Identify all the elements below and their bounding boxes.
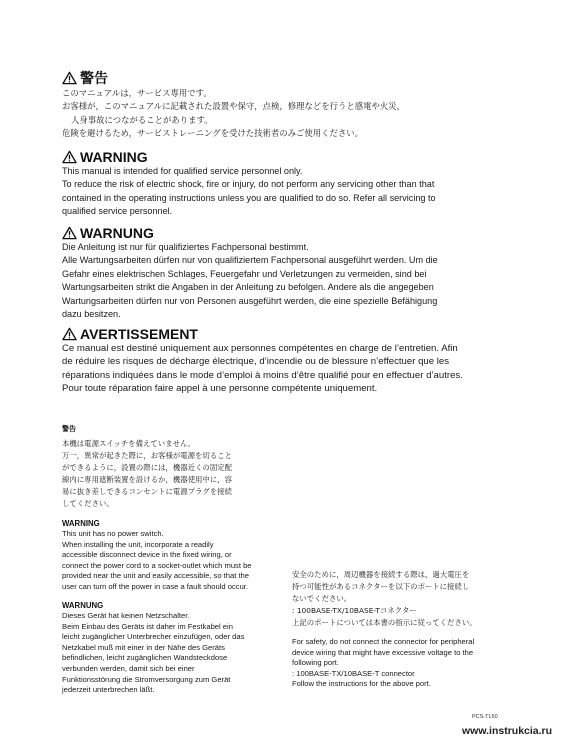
- en-power-line: provided near the unit and easily accessible, so that the: [62, 571, 250, 581]
- jp-warning-heading: [62, 70, 510, 86]
- jp-connector-line: ないでください。: [292, 594, 352, 604]
- jp-warning-section: [62, 70, 510, 141]
- en-warning-heading: [62, 149, 510, 165]
- warning-triangle-icon: [62, 71, 77, 85]
- jp-power-line: 万一，異常が起きた際に，お客様が電源を切ること: [62, 451, 232, 461]
- jp-connector-line: 安全のために，周辺機器を接続する際は，過大電圧を: [292, 570, 470, 579]
- en-power-warning-section: [62, 518, 252, 593]
- warning-triangle-icon: [62, 327, 77, 341]
- en-power-line: user can turn off the power in case a fault should occur.: [62, 581, 249, 591]
- en-warning-line: To reduce the risk of electric shock, fire or injury, do not perform any servicing other than that: [62, 179, 435, 190]
- en-warning-line: contained in the operating instructions unless you are qualified to do so. Refer all servicing to: [62, 192, 436, 203]
- de-power-line: Funktionsstörung die Stromversorgung zum Gerät: [62, 674, 231, 684]
- jp-power-line: 線内に専用遮断装置を設けるか，機器使用中に，容: [62, 475, 232, 485]
- fr-warning-title: AVERTISSEMENT: [80, 326, 198, 342]
- en-warning-title: WARNING: [80, 149, 148, 165]
- de-power-line: Netzkabel muß mit einer in der Nähe des Geräts: [62, 642, 225, 652]
- fr-warning-heading: [62, 326, 510, 342]
- jp-power-line: 本機は電源スイッチを備えていません。: [62, 439, 196, 448]
- jp-power-warning-title: 警告: [62, 425, 76, 433]
- de-power-line: Beim Einbau des Geräts ist daher im Festkabel ein: [62, 621, 233, 631]
- jp-power-line: 易に抜き差しできるコンセントに電源プラグを接続: [62, 487, 232, 497]
- jp-connector-line: : 100BASE-TX/10BASE-Tコネクター: [292, 606, 417, 616]
- de-power-line: verbunden werden, damit sich bei einer: [62, 663, 195, 673]
- de-warning-line: Gefahr eines elektrischen Schlages, Feuergefahr und Verletzungen zu vermeiden, sind bei: [62, 268, 427, 279]
- de-power-line: jederzeit unterbrechen läßt.: [62, 685, 155, 695]
- watermark: www.instrukcia.ru: [462, 725, 553, 737]
- jp-warning-line: 危険を避けるため，サービストレーニングを受けた技術者のみご使用ください。: [62, 128, 363, 139]
- en-warning-line: qualified service personnel.: [62, 206, 173, 217]
- de-power-line: Dieses Gerät hat keinen Netzschalter.: [62, 611, 190, 620]
- en-power-line: accessible disconnect device in the fixed wiring, or: [62, 550, 232, 560]
- de-warning-line: Alle Wartungsarbeiten dürfen nur von qualifiziertem Fachpersonal ausgeführt werden. Um die: [62, 255, 438, 266]
- en-power-line: This unit has no power switch.: [62, 529, 164, 538]
- model-number: PCS-TL50: [472, 714, 498, 720]
- jp-warning-title: 警告: [80, 70, 108, 86]
- de-power-warning-title: WARNUNG: [62, 601, 104, 610]
- jp-warning-line: このマニュアルは，サービス専用です。: [62, 88, 212, 98]
- jp-connector-line: 上記のポートについては本書の指示に従ってください。: [292, 618, 477, 628]
- warning-triangle-icon: [62, 150, 77, 164]
- jp-power-line: してください。: [62, 499, 114, 509]
- fr-warning-line: Ce manual est destiné uniquement aux personnes compétentes en charge de l’entretien. Afin: [62, 343, 458, 354]
- de-warning-line: Die Anleitung ist nur für qualifiziertes Fachpersonal bestimmt.: [62, 242, 309, 252]
- en-power-line: connect the power cord to a socket-outlet which must be: [62, 560, 252, 570]
- fr-warning-line: Pour toute réparation faire appel à une personne compétente uniquement.: [62, 383, 378, 395]
- de-warning-line: dazu besitzen.: [62, 309, 121, 320]
- en-warning-section: [62, 149, 510, 219]
- jp-warning-line: 人身事故につながることがあります。: [71, 114, 213, 125]
- warning-triangle-icon: [62, 226, 77, 240]
- en-warning-line: This manual is intended for qualified service personnel only.: [62, 166, 303, 176]
- jp-power-warning-section: [62, 424, 232, 511]
- de-power-line: leicht zugänglicher Unterbrecher einzufügen, oder das: [62, 632, 245, 642]
- en-connector-line: Follow the instructions for the above port.: [292, 679, 431, 689]
- en-connector-line: device wiring that might have excessive voltage to the: [292, 647, 474, 657]
- de-warning-line: Wartungsarbeiten strikt die Angaben in der Anleitung zu befolgen. Andere als die angegeben: [62, 282, 434, 293]
- jp-connector-notice: [292, 569, 477, 629]
- de-warning-section: [62, 225, 510, 321]
- jp-power-line: ができるように，設置の際には，機器近くの固定配: [62, 463, 232, 473]
- en-power-line: When installing the unit, incorporate a readily: [62, 539, 214, 549]
- en-connector-line: : 100BASE-TX/10BASE-T connector: [292, 668, 415, 678]
- de-warning-heading: [62, 225, 510, 241]
- en-connector-notice: [292, 637, 474, 690]
- en-connector-line: following port.: [292, 658, 339, 668]
- de-warning-line: Wartungsarbeiten dürfen nur von Personen ausgeführt werden, die eine spezielle Befähigung: [62, 295, 438, 306]
- fr-warning-line: réparations indiquées dans le mode d’emploi à moins d’être qualifié pour en effectuer d’autres.: [62, 369, 463, 381]
- fr-warning-section: [62, 326, 510, 396]
- jp-warning-line: お客様が，このマニュアルに記載された設置や保守，点検，修理などを行うと感電や火災，: [62, 101, 406, 112]
- de-warning-title: WARNUNG: [80, 225, 154, 241]
- en-connector-line: For safety, do not connect the connector for peripheral: [292, 637, 475, 646]
- de-power-warning-section: [62, 600, 244, 696]
- de-power-line: befindlichen, leicht zugänglichen Wandsteckdose: [62, 653, 228, 663]
- jp-connector-line: 持つ可能性があるコネクターを以下のポートに接続し: [292, 582, 470, 592]
- en-power-warning-title: WARNING: [62, 519, 100, 528]
- fr-warning-line: de réduire les risques de décharge électrique, d’incendie ou de blessure n’effectuer que les: [62, 356, 450, 368]
